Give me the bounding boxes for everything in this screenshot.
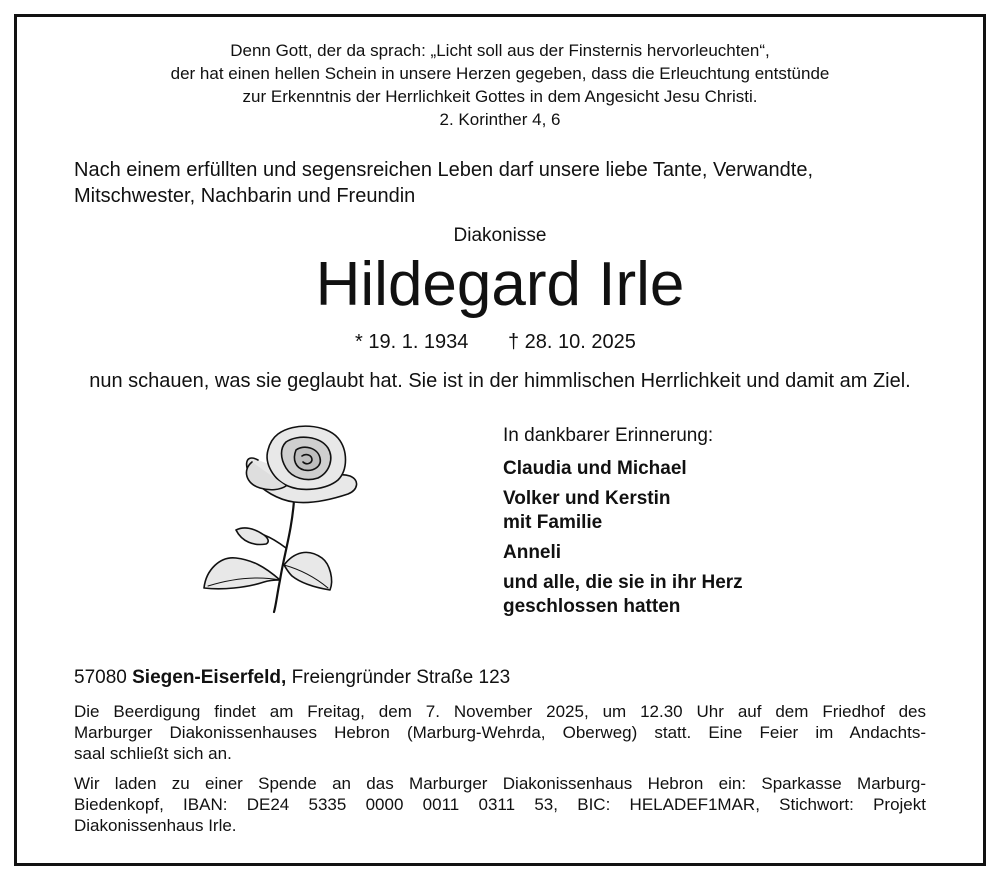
- intro-line-1: Nach einem erfüllten und segensreichen Leben darf unsere liebe Tante, Verwandte,: [74, 159, 814, 181]
- deceased-title: Diakonisse: [453, 225, 547, 246]
- intro-line-2: Mitschwester, Nachbarin und Freundin: [74, 185, 416, 207]
- mourner-line-5: und alle, die sie in ihr Herz: [503, 572, 743, 593]
- mourner-line-1: Claudia und Michael: [503, 458, 687, 479]
- funeral-line-3: saal schließt sich an.: [74, 744, 232, 763]
- bible-verse-line-1: Denn Gott, der da sprach: „Licht soll aus der Finsternis hervorleuchten“,: [230, 41, 770, 60]
- mourner-line-2: Volker und Kerstin: [503, 488, 671, 509]
- donation-paragraph: [74, 773, 926, 836]
- mourners-heading: In dankbarer Erinnerung:: [503, 425, 714, 446]
- donation-line-1: Wir laden zu einer Spende an das Marburger Diakonissenhaus Hebron ein: Sparkasse Marburg-: [74, 774, 926, 793]
- address-street: Freiengründer Straße 123: [291, 667, 511, 688]
- bible-reference: 2. Korinther 4, 6: [439, 110, 561, 129]
- mourner-line-3: mit Familie: [503, 512, 603, 533]
- death-date: † 28. 10. 2025: [508, 331, 636, 353]
- address-postcode: 57080: [74, 667, 127, 688]
- closing-sentence: nun schauen, was sie geglaubt hat. Sie ist in der himmlischen Herrlichkeit und damit am Ziel.: [89, 370, 911, 392]
- bible-verse-line-2: der hat einen hellen Schein in unsere Herzen gegeben, dass die Erleuchtung entstünde: [170, 64, 830, 83]
- funeral-paragraph: [74, 701, 926, 764]
- address-city: Siegen-Eiserfeld,: [132, 667, 287, 688]
- deceased-name: Hildegard Irle: [315, 250, 685, 319]
- funeral-line-1: Die Beerdigung findet am Freitag, dem 7. November 2025, um 12.30 Uhr auf dem Friedhof des: [74, 702, 926, 721]
- mourner-line-4: Anneli: [503, 542, 562, 563]
- address: [74, 667, 510, 689]
- rose-icon: [198, 420, 368, 620]
- donation-line-3: Diakonissenhaus Irle.: [74, 816, 237, 835]
- funeral-line-2: Marburger Diakonissenhauses Hebron (Marburg-Wehrda, Oberweg) statt. Eine Feier im Andachts-: [74, 723, 926, 742]
- mourner-line-6: geschlossen hatten: [503, 596, 681, 617]
- bible-verse-line-3: zur Erkenntnis der Herrlichkeit Gottes in dem Angesicht Jesu Christi.: [242, 87, 758, 106]
- donation-line-2: Biedenkopf, IBAN: DE24 5335 0000 0011 0311 53, BIC: HELADEF1MAR, Stichwort: Projekt: [74, 795, 926, 814]
- birth-date: * 19. 1. 1934: [355, 331, 469, 353]
